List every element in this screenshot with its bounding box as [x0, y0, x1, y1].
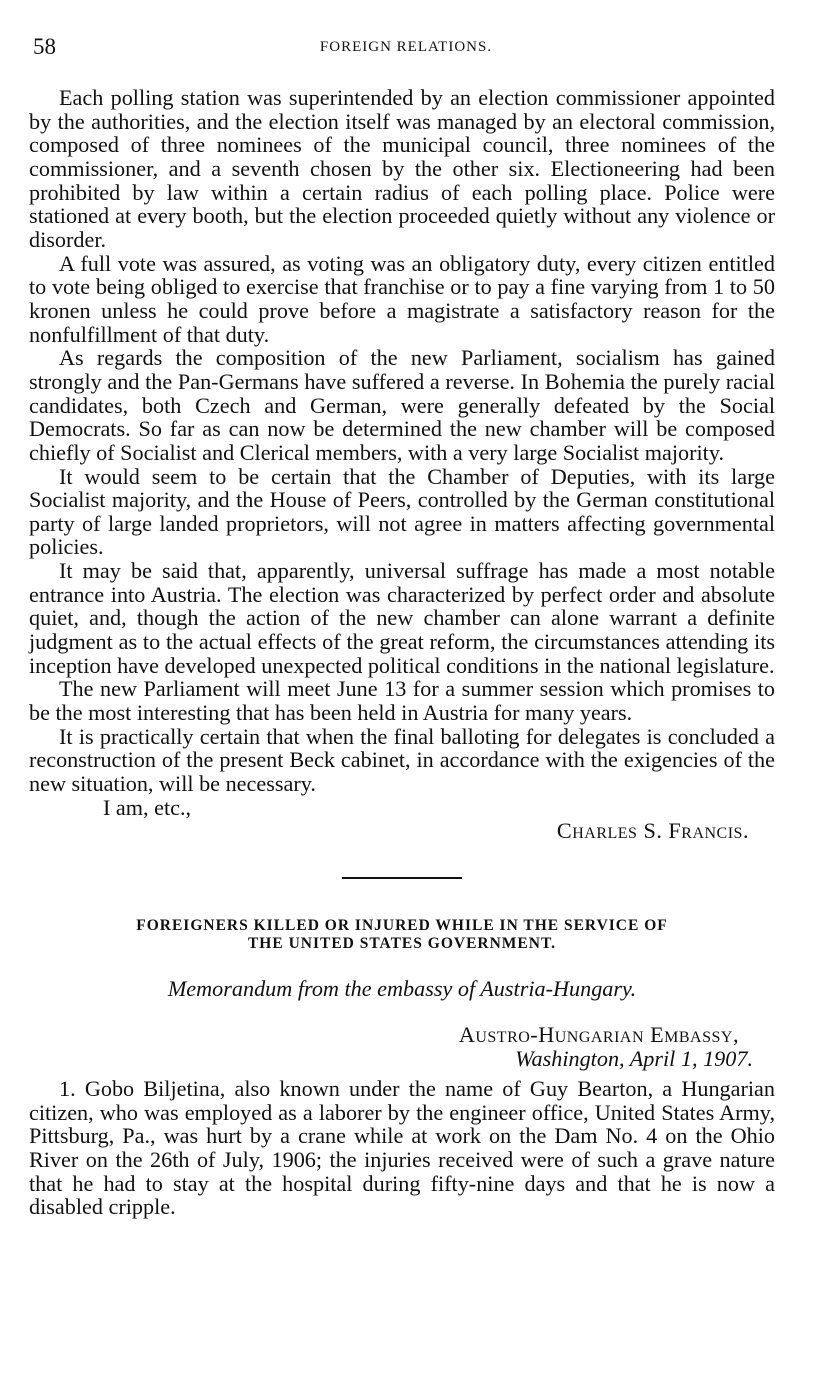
page-body: [29, 86, 775, 1219]
section-heading-line-1: FOREIGNERS KILLED OR INJURED WHILE IN THE SERVICE OF: [136, 917, 668, 934]
letter-closing: I am, etc.,: [103, 794, 192, 820]
letter-signature: Charles S. Francis.: [556, 818, 749, 844]
letter-paragraph-5: It may be said that, apparently, universal suffrage has made a most notable entrance into Austria. The election was characterized by perfect order and absolute quiet, and, though the action of the new chamber can alone warrant a definite judgment as to the actual effects of the great reform, the circumstances attending its inception have developed unexpected political conditions in the national legislature.: [29, 558, 775, 678]
section-heading: [29, 917, 775, 953]
section-heading-line-2: THE UNITED STATES GOVERNMENT.: [247, 935, 557, 952]
embassy-address-line-1: Austro-Hungarian Embassy,: [458, 1022, 739, 1047]
letter-paragraph-1: Each polling station was superintended by an election commissioner appointed by the authorities, and the election itself was managed by an electoral commission, composed of three nominees of the municipal council, three nominees of the commissioner, and a seventh chosen by the other six. Electioneering had been prohibited by law within a certain radius of each polling place. Police were stationed at every booth, but the election proceeded quietly without any violence or disorder.: [29, 85, 775, 252]
letter-paragraph-2: A full vote was assured, as voting was an obligatory duty, every citizen entitled to vote being obliged to exercise that franchise or to pay a fine varying from 1 to 50 kronen unless he could prove before a magistrate a satisfactory reason for the nonfulfillment of that duty.: [29, 250, 775, 347]
letter-paragraph-3: As regards the composition of the new Parliament, socialism has gained strongly and the Pan-Germans have suffered a reverse. In Bohemia the purely racial candidates, both Czech and German, were generally defeated by the Social Democrats. So far as can now be determined the new chamber will be composed chiefly of Socialist and Clerical members, with a very large Socialist majority.: [29, 345, 775, 465]
letter-paragraph-7: It is practically certain that when the final balloting for delegates is concluded a reconstruction of the present Beck cabinet, in accordance with the exigencies of the new situation, will be necessary.: [29, 723, 775, 797]
running-title: FOREIGN RELATIONS.: [319, 39, 493, 55]
letter-paragraph-6: The new Parliament will meet June 13 for a summer session which promises to be the most interesting that has been held in Austria for many years.: [29, 676, 775, 726]
letter-paragraph-4: It would seem to be certain that the Chamber of Deputies, with its large Socialist majority, and the House of Peers, controlled by the German constitutional party of large landed proprietors, will not agree in matters affecting governmental policies.: [29, 463, 775, 560]
page-number: 58: [33, 34, 56, 59]
memorandum-subtitle: Memorandum from the embassy of Austria-Hungary.: [167, 976, 637, 1001]
page-header: [33, 34, 779, 64]
memorandum-paragraph-1: 1. Gobo Biljetina, also known under the name of Guy Bearton, a Hungarian citizen, who was employed as a laborer by the engineer office, United States Army, Pittsburg, Pa., was hurt by a crane while at work on the Dam No. 4 on the Ohio River on the 26th of July, 1906; the injuries received were of such a grave nature that he had to stay at the hospital during fifty-nine days and that he is now a disabled cripple.: [29, 1076, 775, 1220]
section-divider: [342, 877, 462, 879]
embassy-address-line-2: Washington, April 1, 1907.: [515, 1046, 753, 1071]
